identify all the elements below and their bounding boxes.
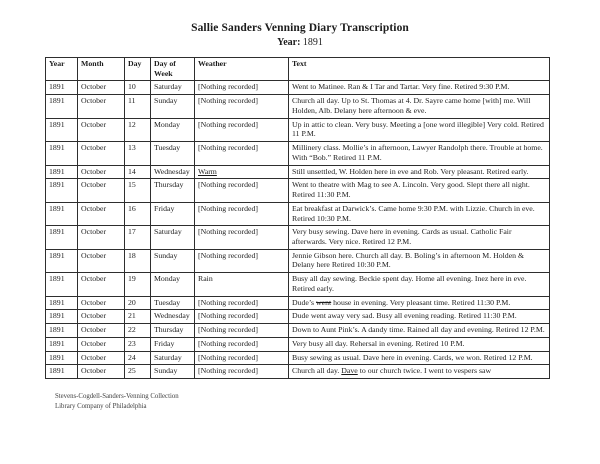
table-header (46, 58, 550, 81)
table-row (46, 81, 550, 95)
weather-cell: [Nothing recorded] (195, 118, 289, 141)
month-cell: October (78, 296, 125, 310)
weather-cell: [Nothing recorded] (195, 310, 289, 324)
weekday-cell: Sunday (151, 249, 195, 272)
table-row (46, 226, 550, 249)
month-cell: October (78, 81, 125, 95)
year-cell: 1891 (46, 118, 78, 141)
weather-cell: [Nothing recorded] (195, 249, 289, 272)
month-cell: October (78, 310, 125, 324)
weather-cell: [Nothing recorded] (195, 337, 289, 351)
weekday-cell: Saturday (151, 351, 195, 365)
text-cell: Church all day. Dave to our church twice. I went to vespers saw (289, 365, 550, 379)
table-body (46, 81, 550, 379)
year-cell: 1891 (46, 324, 78, 338)
year-cell: 1891 (46, 351, 78, 365)
text-cell: Went to theatre with Mag to see A. Lincoln. Very good. Slept there all night. Retired 11:30 P.M. (289, 179, 550, 202)
table-row (46, 296, 550, 310)
day-cell: 10 (125, 81, 151, 95)
column-header-day: Day (125, 58, 151, 81)
month-cell: October (78, 179, 125, 202)
month-cell: October (78, 165, 125, 179)
weather-cell: Rain (195, 273, 289, 296)
table-row (46, 324, 550, 338)
table-row (46, 273, 550, 296)
year-cell: 1891 (46, 165, 78, 179)
day-cell: 15 (125, 179, 151, 202)
year-cell: 1891 (46, 179, 78, 202)
year-value: 1891 (302, 37, 323, 48)
text-cell: Dude went away very sad. Busy all evening reading. Retired 11:30 P.M. (289, 310, 550, 324)
text-cell: Jennie Gibson here. Church all day. B. Boling’s in afternoon M. Holden & Delany here Retired 10:30 P.M. (289, 249, 550, 272)
weekday-cell: Sunday (151, 365, 195, 379)
weekday-cell: Thursday (151, 179, 195, 202)
day-cell: 20 (125, 296, 151, 310)
weather-cell: [Nothing recorded] (195, 81, 289, 95)
day-cell: 14 (125, 165, 151, 179)
year-cell: 1891 (46, 365, 78, 379)
table-row (46, 249, 550, 272)
month-cell: October (78, 142, 125, 165)
weekday-cell: Monday (151, 118, 195, 141)
footer (55, 392, 600, 411)
month-cell: October (78, 118, 125, 141)
month-cell: October (78, 273, 125, 296)
weekday-cell: Friday (151, 202, 195, 225)
column-header-text: Text (289, 58, 550, 81)
text-cell: Down to Aunt Pink’s. A dandy time. Rained all day and evening. Retired 12 P.M. (289, 324, 550, 338)
weekday-cell: Friday (151, 337, 195, 351)
weather-cell: [Nothing recorded] (195, 202, 289, 225)
year-cell: 1891 (46, 310, 78, 324)
table-row (46, 179, 550, 202)
month-cell: October (78, 365, 125, 379)
year-cell: 1891 (46, 226, 78, 249)
text-cell: Dude’s went house in evening. Very pleasant time. Retired 11:30 P.M. (289, 296, 550, 310)
table-row (46, 351, 550, 365)
weather-cell: [Nothing recorded] (195, 296, 289, 310)
year-cell: 1891 (46, 296, 78, 310)
text-cell: Eat breakfast at Darwick’s. Came home 9:30 P.M. with Lizzie. Church in eve. Retired 10:30 P.M. (289, 202, 550, 225)
year-cell: 1891 (46, 273, 78, 296)
year-cell: 1891 (46, 337, 78, 351)
day-cell: 22 (125, 324, 151, 338)
weekday-cell: Saturday (151, 81, 195, 95)
month-cell: October (78, 226, 125, 249)
day-cell: 18 (125, 249, 151, 272)
day-cell: 24 (125, 351, 151, 365)
day-cell: 16 (125, 202, 151, 225)
text-cell: Very busy all day. Rehersal in evening. Retired 10 P.M. (289, 337, 550, 351)
day-cell: 25 (125, 365, 151, 379)
month-cell: October (78, 351, 125, 365)
day-cell: 23 (125, 337, 151, 351)
weekday-cell: Monday (151, 273, 195, 296)
year-cell: 1891 (46, 95, 78, 118)
weekday-cell: Wednesday (151, 165, 195, 179)
text-cell: Very busy sewing. Dave here in evening. Cards as usual. Catholic Fair afterwards. Very nice. Retired 12 P.M. (289, 226, 550, 249)
weather-cell: [Nothing recorded] (195, 142, 289, 165)
month-cell: October (78, 95, 125, 118)
table-row (46, 95, 550, 118)
diary-table (45, 57, 550, 379)
day-cell: 17 (125, 226, 151, 249)
table-row (46, 310, 550, 324)
year-cell: 1891 (46, 202, 78, 225)
table-row (46, 365, 550, 379)
footer-institution-name: Library Company of Philadelphia (55, 402, 147, 410)
weather-cell: [Nothing recorded] (195, 95, 289, 118)
text-cell: Busy sewing as usual. Dave here in evening. Cards, we won. Retired 12 P.M. (289, 351, 550, 365)
column-header-month: Month (78, 58, 125, 81)
text-cell: Church all day. Up to St. Thomas at 4. Dr. Sayre came home [with] me. Will Holden, Alb. Delany here afternoon & eve. (289, 95, 550, 118)
weekday-cell: Saturday (151, 226, 195, 249)
weather-cell: [Nothing recorded] (195, 179, 289, 202)
weather-cell: [Nothing recorded] (195, 365, 289, 379)
year-label: Year: (277, 37, 301, 48)
weather-cell: [Nothing recorded] (195, 226, 289, 249)
day-cell: 11 (125, 95, 151, 118)
column-header-weather: Weather (195, 58, 289, 81)
page-title: Sallie Sanders Venning Diary Transcription (191, 22, 409, 34)
month-cell: October (78, 249, 125, 272)
table-row (46, 118, 550, 141)
weather-cell: [Nothing recorded] (195, 324, 289, 338)
day-cell: 19 (125, 273, 151, 296)
header-row (46, 58, 550, 81)
day-cell: 12 (125, 118, 151, 141)
year-cell: 1891 (46, 249, 78, 272)
weather-cell: [Nothing recorded] (195, 351, 289, 365)
text-cell: Still unsettled, W. Holden here in eve and Rob. Very pleasant. Retired early. (289, 165, 550, 179)
table-row (46, 142, 550, 165)
column-header-weekday: Day of Week (151, 58, 195, 81)
table-row (46, 202, 550, 225)
day-cell: 13 (125, 142, 151, 165)
month-cell: October (78, 202, 125, 225)
year-cell: 1891 (46, 142, 78, 165)
text-cell: Up in attic to clean. Very busy. Meeting a [one word illegible] Very cold. Retired 11 P.M. (289, 118, 550, 141)
weather-cell: Warm (195, 165, 289, 179)
text-cell: Went to Matinee. Ran & I Tar and Tartar. Very fine. Retired 9:30 P.M. (289, 81, 550, 95)
weekday-cell: Tuesday (151, 296, 195, 310)
day-cell: 21 (125, 310, 151, 324)
weekday-cell: Tuesday (151, 142, 195, 165)
year-cell: 1891 (46, 81, 78, 95)
table-row (46, 337, 550, 351)
year-line (0, 37, 600, 48)
table-row (46, 165, 550, 179)
weekday-cell: Wednesday (151, 310, 195, 324)
footer-collection-name: Stevens-Cogdell-Sanders-Venning Collection (55, 393, 179, 401)
text-cell: Busy all day sewing. Beckie spent day. Home all evening. Inez here in eve. Retired early. (289, 273, 550, 296)
month-cell: October (78, 324, 125, 338)
month-cell: October (78, 337, 125, 351)
column-header-year: Year (46, 58, 78, 81)
text-cell: Millinery class. Mollie’s in afternoon, Lawyer Randolph there. Trouble at home. With “Bob.” Retired 11 P.M. (289, 142, 550, 165)
weekday-cell: Thursday (151, 324, 195, 338)
weekday-cell: Sunday (151, 95, 195, 118)
